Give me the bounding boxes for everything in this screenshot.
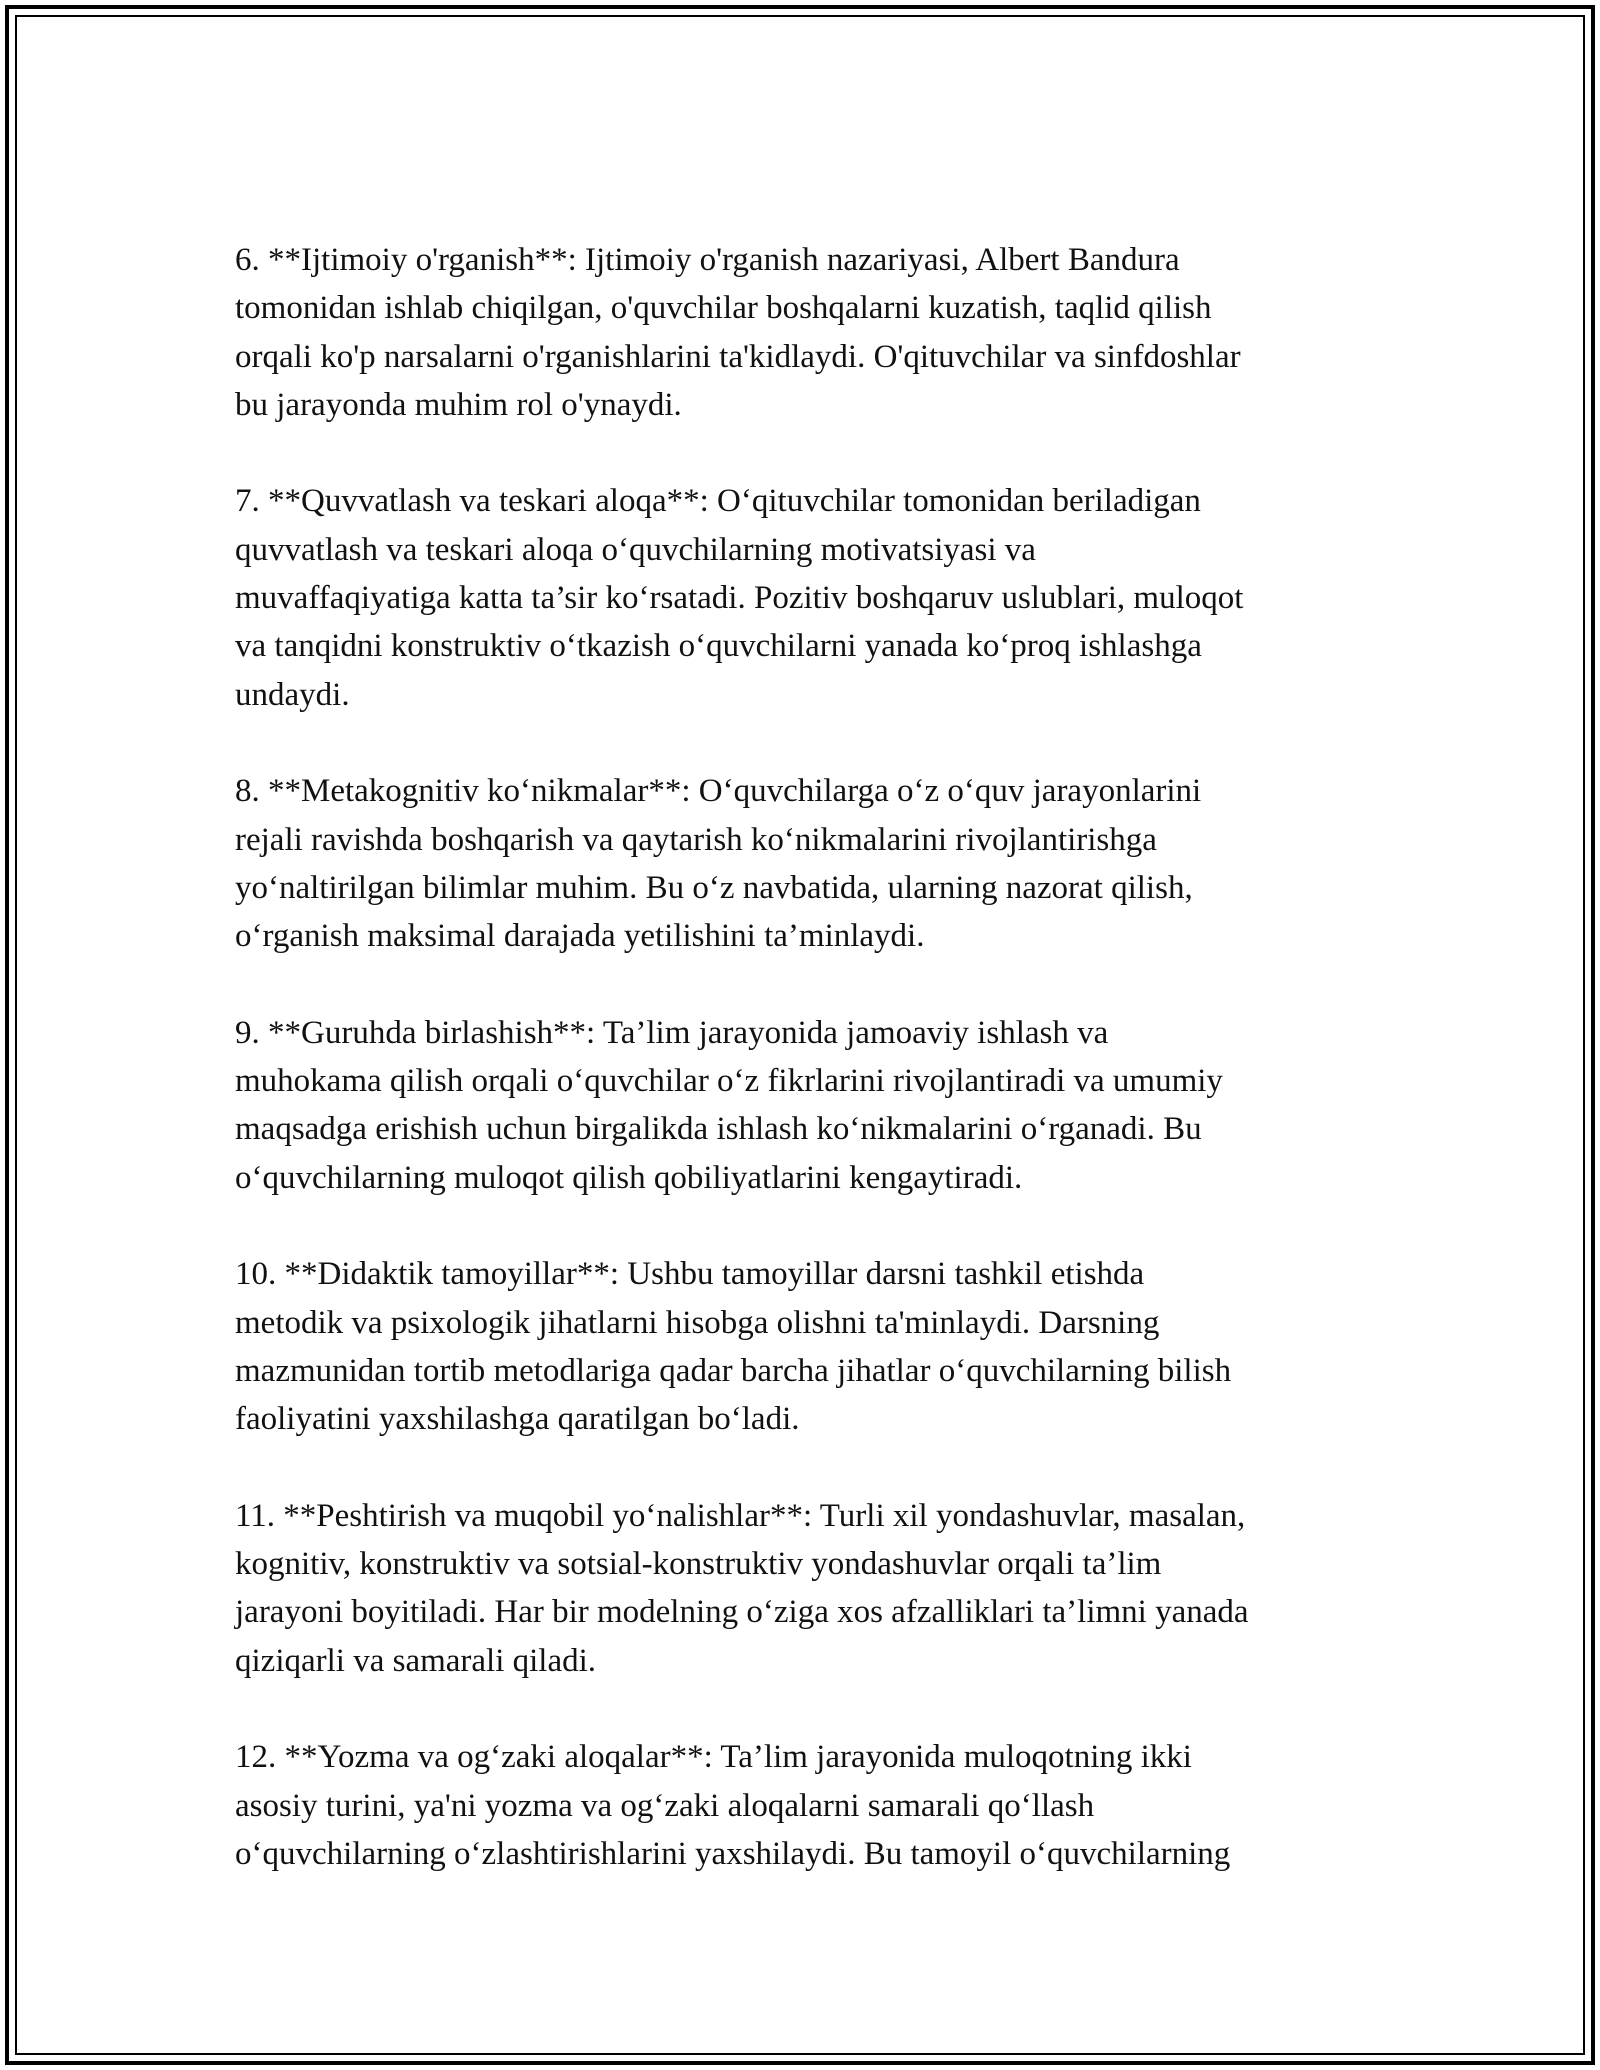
paragraph-9 [235, 1009, 1380, 1202]
text-line: 8. **Metakognitiv ko‘nikmalar**: O‘quvchilarga o‘z o‘quv jarayonlarini [235, 773, 1202, 810]
text-line: o‘rganish maksimal darajada yetilishini ta’minlaydi. [235, 918, 925, 955]
text-line: metodik va psixologik jihatlarni hisobga olishni ta'minlaydi. Darsning [235, 1304, 1160, 1341]
paragraph-11 [235, 1492, 1380, 1685]
text-line: asosiy turini, ya'ni yozma va og‘zaki aloqalarni samarali qo‘llash [235, 1787, 1095, 1824]
text-line: o‘quvchilarning muloqot qilish qobiliyatlarini kengaytiradi. [235, 1159, 1023, 1196]
text-line: yo‘naltirilgan bilimlar muhim. Bu o‘z navbatida, ularning nazorat qilish, [235, 869, 1193, 906]
text-line: maqsadga erishish uchun birgalikda ishlash ko‘nikmalarini o‘rganadi. Bu [235, 1111, 1202, 1148]
text-line: 7. **Quvvatlash va teskari aloqa**: O‘qituvchilar tomonidan beriladigan [235, 483, 1201, 520]
paragraph-10 [235, 1250, 1380, 1443]
text-line: va tanqidni konstruktiv o‘tkazish o‘quvchilarni yanada ko‘proq ishlashga [235, 628, 1202, 665]
paragraph-8 [235, 767, 1380, 960]
text-line: 10. **Didaktik tamoyillar**: Ushbu tamoyillar darsni tashkil etishda [235, 1256, 1145, 1293]
text-line: jarayoni boyitiladi. Har bir modelning o‘ziga xos afzalliklari ta’limni yanada [235, 1594, 1249, 1631]
text-line: kognitiv, konstruktiv va sotsial-konstruktiv yondashuvlar orqali ta’lim [235, 1546, 1162, 1583]
text-line: mazmunidan tortib metodlariga qadar barcha jihatlar o‘quvchilarning bilish [235, 1352, 1232, 1389]
text-line: undaydi. [235, 676, 350, 713]
text-line: quvvatlash va teskari aloqa o‘quvchilarning motivatsiyasi va [235, 531, 1036, 568]
paragraph-7 [235, 477, 1380, 718]
text-line: 11. **Peshtirish va muqobil yo‘nalishlar**: Turli xil yondashuvlar, masalan, [235, 1497, 1246, 1534]
text-line: 6. **Ijtimoiy o'rganish**: Ijtimoiy o'rganish nazariyasi, Albert Bandura [235, 242, 1180, 278]
text-line: tomonidan ishlab chiqilgan, o'quvchilar boshqalarni kuzatish, taqlid qilish [235, 290, 1212, 327]
text-line: rejali ravishda boshqarish va qaytarish ko‘nikmalarini rivojlantirishga [235, 821, 1157, 858]
text-line: muvaffaqiyatiga katta ta’sir ko‘rsatadi. Pozitiv boshqaruv uslublari, muloqot [235, 580, 1244, 617]
paragraph-6 [235, 236, 1380, 429]
text-line: bu jarayonda muhim rol o'ynaydi. [235, 386, 682, 423]
text-line: o‘quvchilarning o‘zlashtirishlarini yaxshilaydi. Bu tamoyil o‘quvchilarning [235, 1835, 1231, 1872]
paragraph-12 [235, 1733, 1380, 1878]
text-line: 9. **Guruhda birlashish**: Ta’lim jarayonida jamoaviy ishlash va [235, 1014, 1109, 1051]
text-line: orqali ko'p narsalarni o'rganishlarini ta'kidlaydi. O'qituvchilar va sinfdoshlar [235, 338, 1241, 375]
document-body [235, 236, 1380, 1926]
text-line: faoliyatini yaxshilashga qaratilgan bo‘ladi. [235, 1401, 800, 1438]
text-line: muhokama qilish orqali o‘quvchilar o‘z fikrlarini rivojlantiradi va umumiy [235, 1063, 1223, 1100]
text-line: qiziqarli va samarali qiladi. [235, 1642, 597, 1679]
text-line: 12. **Yozma va og‘zaki aloqalar**: Ta’lim jarayonida muloqotning ikki [235, 1739, 1192, 1776]
